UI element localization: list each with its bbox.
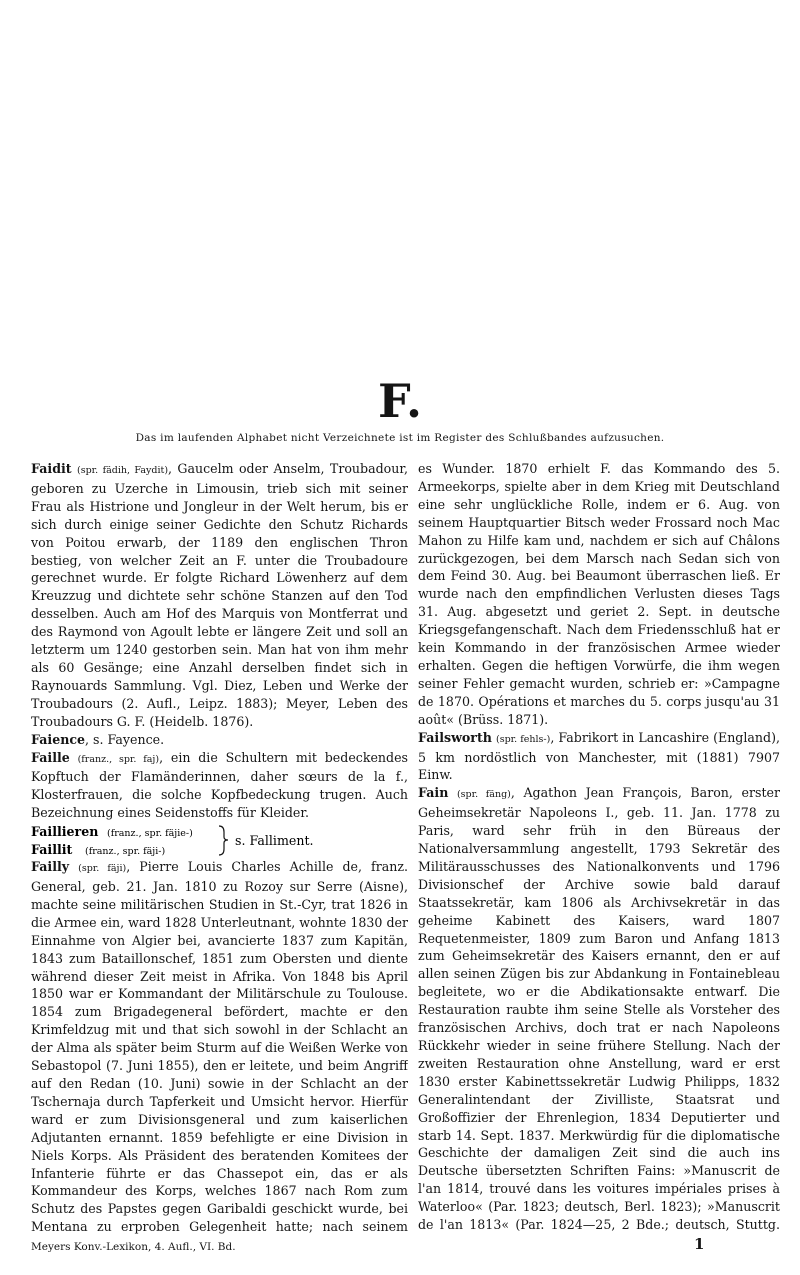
entry-failly-continued <box>418 460 780 729</box>
entry-pronunciation: (franz., spr. fäjie-) <box>107 828 193 840</box>
entry-text: , Gaucelm oder Anselm, Troubadour, geboren zu Uzerche in Limousin, trieb sich mit seiner Frau als Histrione und Jongleur in der Welt herum, bis er sich durch einige seiner Gedichte den Schutz Richards von Poitou erwarb, der 1189 den englischen Thron bestieg, von welcher Zeit an F. unter die Troubadoure gerechnet wurde. Er folgte Richard Löwenherz auf dem Kreuzzug und dichtete sehr schöne Stanzen auf den Tod desselben. Auch am Hof des Marquis von Montferrat und des Raymond von Agoult lebte er längere Zeit und soll an letzterm um 1240 gestorben sein. Man hat von ihm mehr als 60 Gesänge; eine Anzahl derselben findet sich in Raynouards Sammlung. Vgl. Diez, Leben und Werke der Troubadours (2. Aufl., Leipz. 1883); Meyer, Leben des Troubadours G. F. (Heidelb. 1876). <box>31 461 408 729</box>
brace-reference: s. Falliment. <box>235 833 314 849</box>
entry-text: es Wunder. 1870 erhielt F. das Kommando des 5. Armeekorps, spielte aber in dem Krieg mit Deutschland eine sehr unglückliche Rolle, indem er 6. Aug. von seinem Hauptquartier Bitsch weder Frossard noch Mac Mahon zu Hilfe kam und, nachdem er sich auf Châlons zurückgezogen, bei dem Marsch nach Sedan sich von dem Feind 30. Aug. bei Beaumont überraschen ließ. Er wurde nach den empfindlichen Verlusten dieses Tags 31. Aug. abgesetzt und geriet 2. Sept. in deutsche Kriegsgefangenschaft. Nach dem Friedensschluß hat er kein Kommando in der französischen Armee wieder erhalten. Gegen die heftigen Vorwürfe, die ihm wegen seiner Fehler gemacht wurden, schrieb er: »Campagne de 1870. Opérations et marches du 5. corps jusqu'au 31 août« (Brüss. 1871). <box>418 461 780 727</box>
entry-text: , Fabrikort in Lancashire (England), 5 km nordöstlich von Manchester, mit (1881) 7907 Einw. <box>418 729 780 783</box>
brace-group <box>31 822 408 858</box>
entry-text: , s. Fayence. <box>85 731 165 747</box>
section-note: Das im laufenden Alphabet nicht Verzeichnete ist im Register des Schlußbandes aufzusuchen. <box>135 432 665 444</box>
entry-faille <box>31 749 408 823</box>
entry-pronunciation: (spr. fäng) <box>456 789 511 801</box>
entry-pronunciation: (spr. fehls-) <box>495 733 551 745</box>
right-column <box>418 460 780 1235</box>
page-number: 1 <box>694 1235 705 1253</box>
source-footer: Meyers Konv.-Lexikon, 4. Aufl., VI. Bd. <box>31 1241 236 1253</box>
entry-pronunciation: (spr. fädih, Faydit) <box>77 465 169 476</box>
entry-lemma: Faillit <box>31 842 73 858</box>
entry-text: , Pierre Louis Charles Achille de, franz. General, geb. 21. Jan. 1810 zu Rozoy sur Serre (Aisne), machte seine militärischen Studien in St.-Cyr, trat 1826 in die Armee ein, ward 1828 Unterleutnant, wohnte 1830 der Einnahme von Algier bei, avancierte 1837 zum Kapitän, 1843 zum Bataillonschef, 1851 zum Obersten und diente während dieser Zeit meist in Afrika. Von 1848 bis April 1850 war er Kommandant der Militärschule zu Toulouse. 1854 zum Brigadegeneral befördert, machte er den Krimfeldzug mit und that sich sowohl in der Schlacht an der Alma als später beim Sturm auf die Weißen Werke von Sebastopol (7. Juni 1855), den er leitete, und beim Angriff auf den Redan (10. Juni) sowie in der Schlacht an der Tschernaja durch Tapferkeit und Umsicht hervor. Hierfür ward er zum Divisionsgeneral und zum kaiserlichen Adjutanten ernannt. 1859 befehligte er eine Division in Niels Korps. Als Präsident des beratenden Komitees der Infanterie führte er das Chassepot ein, das er als Kommandeur des Korps, welches 1867 nach Rom zum Schutz des Papstes gegen Garibaldi geschickt wurde, bei Mentana zu erproben Gelegenheit hatte; nach seinem <box>31 859 408 1235</box>
entry-lemma: Faillieren <box>31 824 99 840</box>
entry-lemma: Faidit <box>31 461 72 476</box>
entry-text: , Agathon Jean François, Baron, erster Geheimsekretär Napoleons I., geb. 11. Jan. 1778 zu Paris, ward sehr früh in den Büreaus der Nationalversammlung angestellt, 1793 Sekretär des Militärausschusses des Nationalkonvents und 1796 Divisionschef der Archive sowie bald darauf Staatssekretär, kam 1806 als Archivsekretär in das geheime Kabinett des Kaisers, ward 1807 Requetenmeister, 1809 zum Baron und Anfang 1813 zum Geheimsekretär des Kaisers ernannt, den er auf allen seinen Zügen bis zur Abdankung in Fontainebleau begleitete, wo er die Abdikationsakte entwarf. Die Restauration raubte ihm seine Stelle als Vorsteher des französischen Archivs, doch trat er nach Napoleons Rückkehr wieder in seine frühere Stellung. Nach der zweiten Restauration ohne Anstellung, ward er erst 1830 erster Kabinettssekretär Ludwig Philipps, 1832 Generalintendant der Zivilliste, Staatsrat und Großoffizier der Ehrenlegion, 1834 Deputierter und starb 14. Sept. 1837. Merkwürdig für die diplomatische Geschichte der damaligen Zeit sind die auch ins Deutsche übersetzten Schriften Fains: »Manuscrit de l'an 1814, trouvé dans les voitures impériales prises à Waterloo« (Par. 1823; deutsch, Berl. 1823); »Manuscrit de l'an 1813« (Par. 1824—25, 2 Bde.; deutsch, Stuttg. <box>418 785 780 1233</box>
entry-text: , ein die Schultern mit bedeckendes Kopftuch der Flamänderinnen, daher sœurs de la f., Klosterfrauen, die solche Kopfbedeckung trugen. Auch Bezeichnung eines Seidenstoffs für Kleider. <box>31 749 408 821</box>
left-column <box>31 460 408 1235</box>
entry-pronunciation: (spr. fäji) <box>78 863 127 875</box>
entry-lemma: Failsworth <box>418 729 492 745</box>
entry-faience <box>31 731 408 749</box>
entry-lemma: Failly <box>31 859 70 875</box>
entry-faidit <box>31 460 408 731</box>
entry-failly <box>31 858 408 1235</box>
entry-pronunciation: (franz., spr. faj) <box>77 753 160 765</box>
entry-lemma: Fain <box>418 785 449 801</box>
entry-failsworth <box>418 729 780 785</box>
section-initial: F. <box>377 374 423 428</box>
entry-faillieren-faillit <box>31 822 408 858</box>
entry-lemma: Faience <box>31 731 86 747</box>
curly-brace-icon <box>219 826 228 855</box>
entry-pronunciation: (franz., spr. fäji-) <box>85 846 166 858</box>
entry-lemma: Faille <box>31 749 70 765</box>
entry-fain <box>418 784 780 1235</box>
